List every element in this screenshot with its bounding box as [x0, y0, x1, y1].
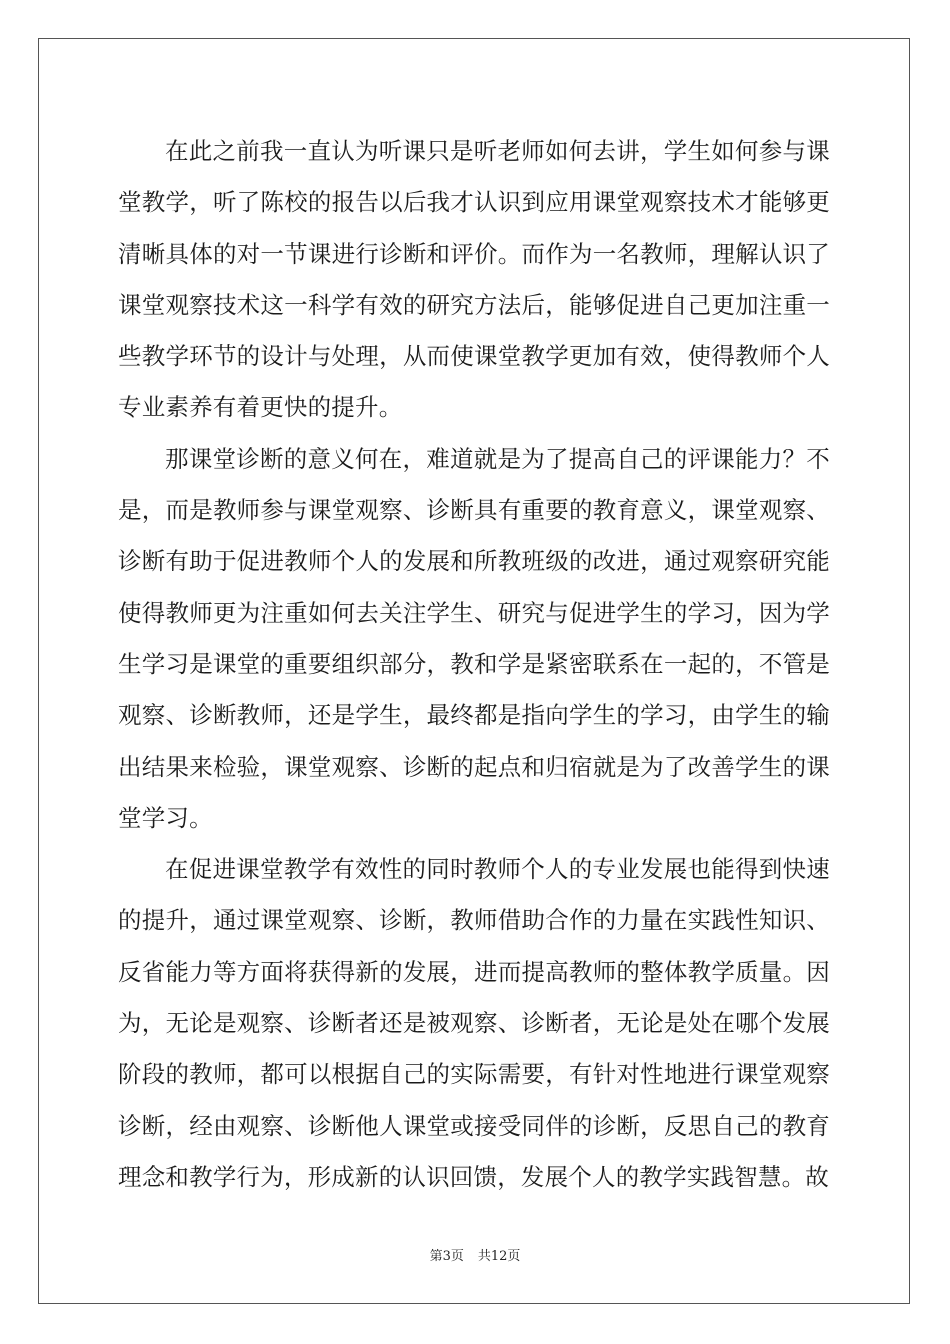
- page-footer: [0, 1245, 950, 1264]
- paragraph-2: 那课堂诊断的意义何在，难道就是为了提高自己的评课能力？不是，而是教师参与课堂观察、诊断具有重要的教育意义，课堂观察、诊断有助于促进教师个人的发展和所教班级的改进，通过观察研究能使得教师更为注重如何去关注学生、研究与促进学生的学习，因为学生学习是课堂的重要组织部分，教和学是紧密联系在一起的，不管是观察、诊断教师，还是学生，最终都是指向学生的学习，由学生的输出结果来检验，课堂观察、诊断的起点和归宿就是为了改善学生的课堂学习。: [118, 444, 830, 832]
- current-page-label: 第3页: [429, 1249, 464, 1264]
- total-pages-label: 共12页: [477, 1249, 521, 1264]
- paragraph-1: 在此之前我一直认为听课只是听老师如何去讲，学生如何参与课堂教学，听了陈校的报告以后我才认识到应用课堂观察技术才能够更清晰具体的对一节课进行诊断和评价。而作为一名教师，理解认识了课堂观察技术这一科学有效的研究方法后，能够促进自己更加注重一些教学环节的设计与处理，从而使课堂教学更加有效，使得教师个人专业素养有着更快的提升。: [118, 137, 830, 422]
- paragraph-3: 在促进课堂教学有效性的同时教师个人的专业发展也能得到快速的提升，通过课堂观察、诊断，教师借助合作的力量在实践性知识、反省能力等方面将获得新的发展，进而提高教师的整体教学质量。因为，无论是观察、诊断者还是被观察、诊断者，无论是处在哪个发展阶段的教师，都可以根据自己的实际需要，有针对性地进行课堂观察诊断，经由观察、诊断他人课堂或接受同伴的诊断，反思自己的教育理念和教学行为，形成新的认识回馈，发展个人的教学实践智慧。故: [118, 855, 830, 1191]
- document-body: [118, 126, 830, 1203]
